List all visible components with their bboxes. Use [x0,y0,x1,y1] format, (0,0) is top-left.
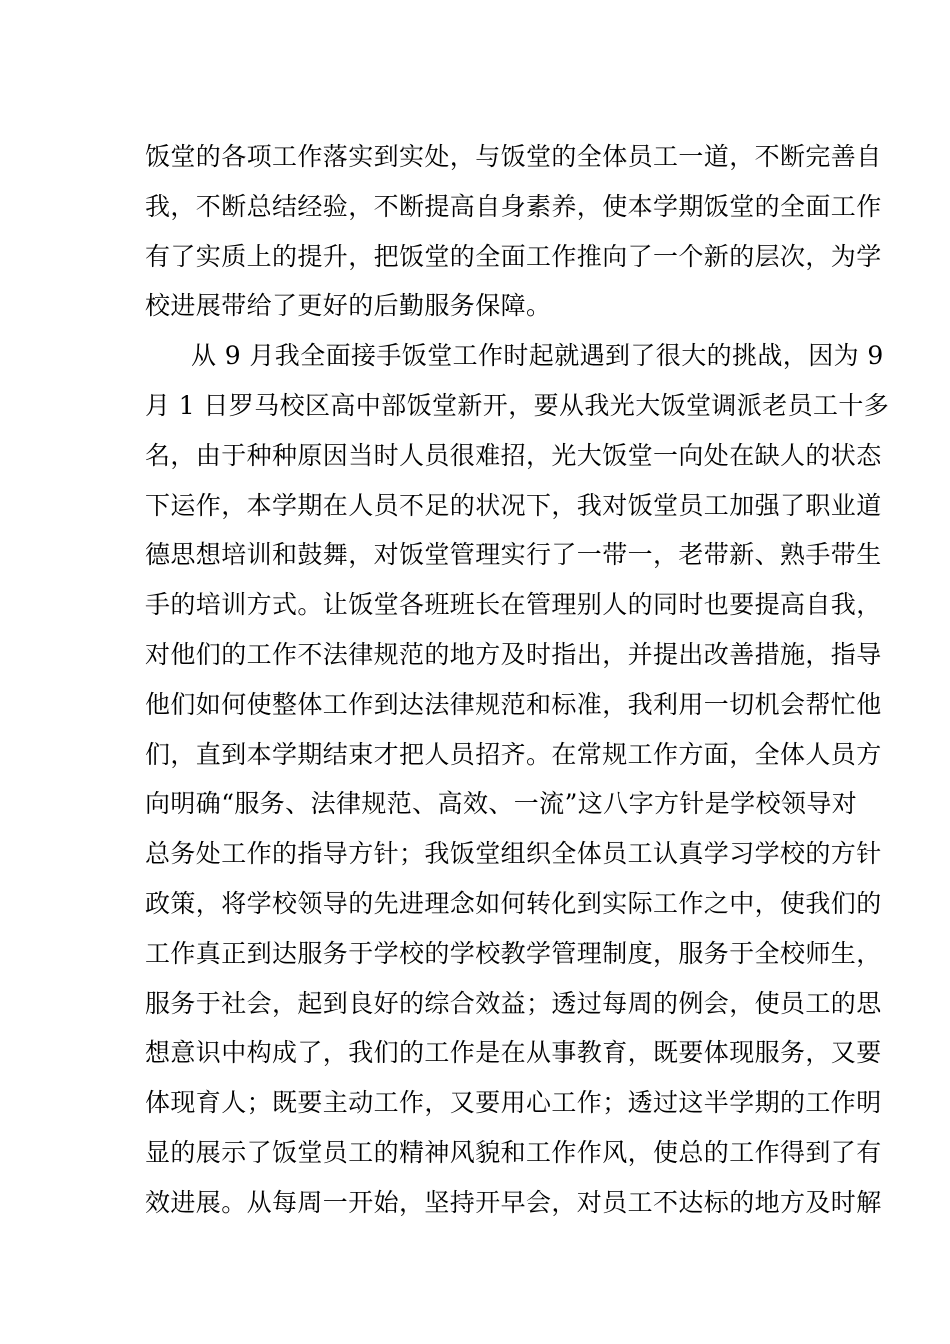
text-line: 想意识中构成了，我们的工作是在从事教育，既要体现服务，又要 [145,1038,882,1068]
text-line: 月 1 日罗马校区高中部饭堂新开，要从我光大饭堂调派老员工十多 [145,390,890,420]
text-line: 总务处工作的指导方针；我饭堂组织全体员工认真学习学校的方针 [145,839,882,869]
text-line: 们，直到本学期结束才把人员招齐。在常规工作方面，全体人员方 [145,739,882,769]
text-line: 服务于社会，起到良好的综合效益；透过每周的例会，使员工的思 [145,988,882,1018]
document-body [145,132,890,1228]
text-line: 体现育人；既要主动工作，又要用心工作；透过这半学期的工作明 [145,1088,882,1118]
text-line: 显的展示了饭堂员工的精神风貌和工作作风，使总的工作得到了有 [145,1137,882,1167]
paragraph-1 [145,132,882,331]
text-line: 下运作，本学期在人员不足的状况下，我对饭堂员工加强了职业道 [145,490,882,520]
text-line: 我，不断总结经验，不断提高自身素养，使本学期饭堂的全面工作 [145,191,882,221]
text-line: 饭堂的各项工作落实到实处，与饭堂的全体员工一道，不断完善自 [145,142,882,171]
text-line: 效进展。从每周一开始，坚持开早会，对员工不达标的地方及时解 [145,1187,882,1217]
text-line: 德思想培训和鼓舞，对饭堂管理实行了一带一，老带新、熟手带生 [145,540,882,570]
text-line: 向明确“服务、法律规范、高效、一流”这八字方针是学校领导对 [145,789,858,819]
text-line: 名，由于种种原因当时人员很难招，光大饭堂一向处在缺人的状态 [145,440,882,470]
text-line: 从 9 月我全面接手饭堂工作时起就遇到了很大的挑战，因为 9 [191,341,884,371]
text-line: 他们如何使整体工作到达法律规范和标准，我利用一切机会帮忙他 [145,689,882,719]
text-line: 工作真正到达服务于学校的学校教学管理制度，服务于全校师生， [145,938,882,968]
text-line: 有了实质上的提升，把饭堂的全面工作推向了一个新的层次，为学 [145,241,882,271]
paragraph-2 [145,331,890,1227]
text-line: 手的培训方式。让饭堂各班班长在管理别人的同时也要提高自我， [145,590,882,620]
text-line: 政策，将学校领导的先进理念如何转化到实际工作之中，使我们的 [145,888,882,918]
text-line: 校进展带给了更好的后勤服务保障。 [145,291,552,321]
text-line: 对他们的工作不法律规范的地方及时指出，并提出改善措施，指导 [145,639,882,669]
